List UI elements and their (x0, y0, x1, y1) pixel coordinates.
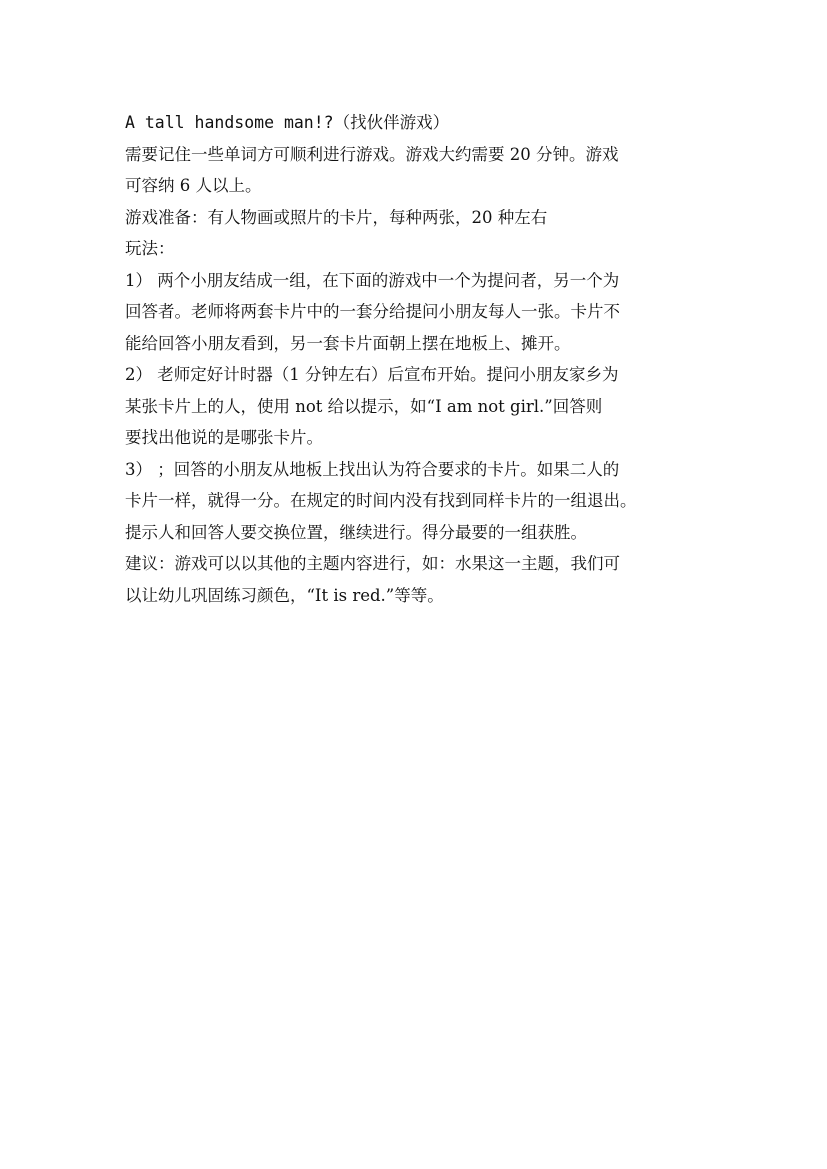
step-2-line-1: 2） 老师定好计时器（1 分钟左右）后宣布开始。提问小朋友家乡为 (125, 365, 619, 384)
step-2-line-2: 某张卡片上的人，使用 not 给以提示，如“I am not girl.”回答则 (125, 396, 603, 416)
step-3-line-3: 提示人和回答人要交换位置，继续进行。得分最要的一组获胜。 (125, 522, 587, 542)
document-title: A tall handsome man!?（找伙伴游戏） (125, 113, 450, 132)
step-1-line-1: 1） 两个小朋友结成一组，在下面的游戏中一个为提问者，另一个为 (125, 270, 620, 290)
suggestion-line-2: 以让幼儿巩固练习颜色，“It is red.”等等。 (125, 585, 444, 605)
step-2-line-3: 要找出他说的是哪张卡片。 (125, 428, 323, 447)
step-3-line-2: 卡片一样，就得一分。在规定的时间内没有找到同样卡片的一组退出。 (125, 491, 637, 510)
rules-heading: 玩法： (125, 239, 175, 258)
step-3-line-1: 3） ；回答的小朋友从地板上找出认为符合要求的卡片。如果二人的 (125, 459, 620, 479)
suggestion-line-1: 建议：游戏可以以其他的主题内容进行，如：水果这一主题，我们可 (125, 554, 620, 573)
document-page (125, 107, 705, 611)
intro-line-2: 可容纳 6 人以上。 (125, 176, 262, 195)
intro-line-1: 需要记住一些单词方可顺利进行游戏。游戏大约需要 20 分钟。游戏 (125, 144, 619, 164)
preparation-text: 游戏准备：有人物画或照片的卡片，每种两张，20 种左右 (125, 207, 548, 227)
step-1-line-2: 回答者。老师将两套卡片中的一套分给提问小朋友每人一张。卡片不 (125, 302, 620, 321)
step-1-line-3: 能给回答小朋友看到，另一套卡片面朝上摆在地板上、摊开。 (125, 333, 571, 353)
